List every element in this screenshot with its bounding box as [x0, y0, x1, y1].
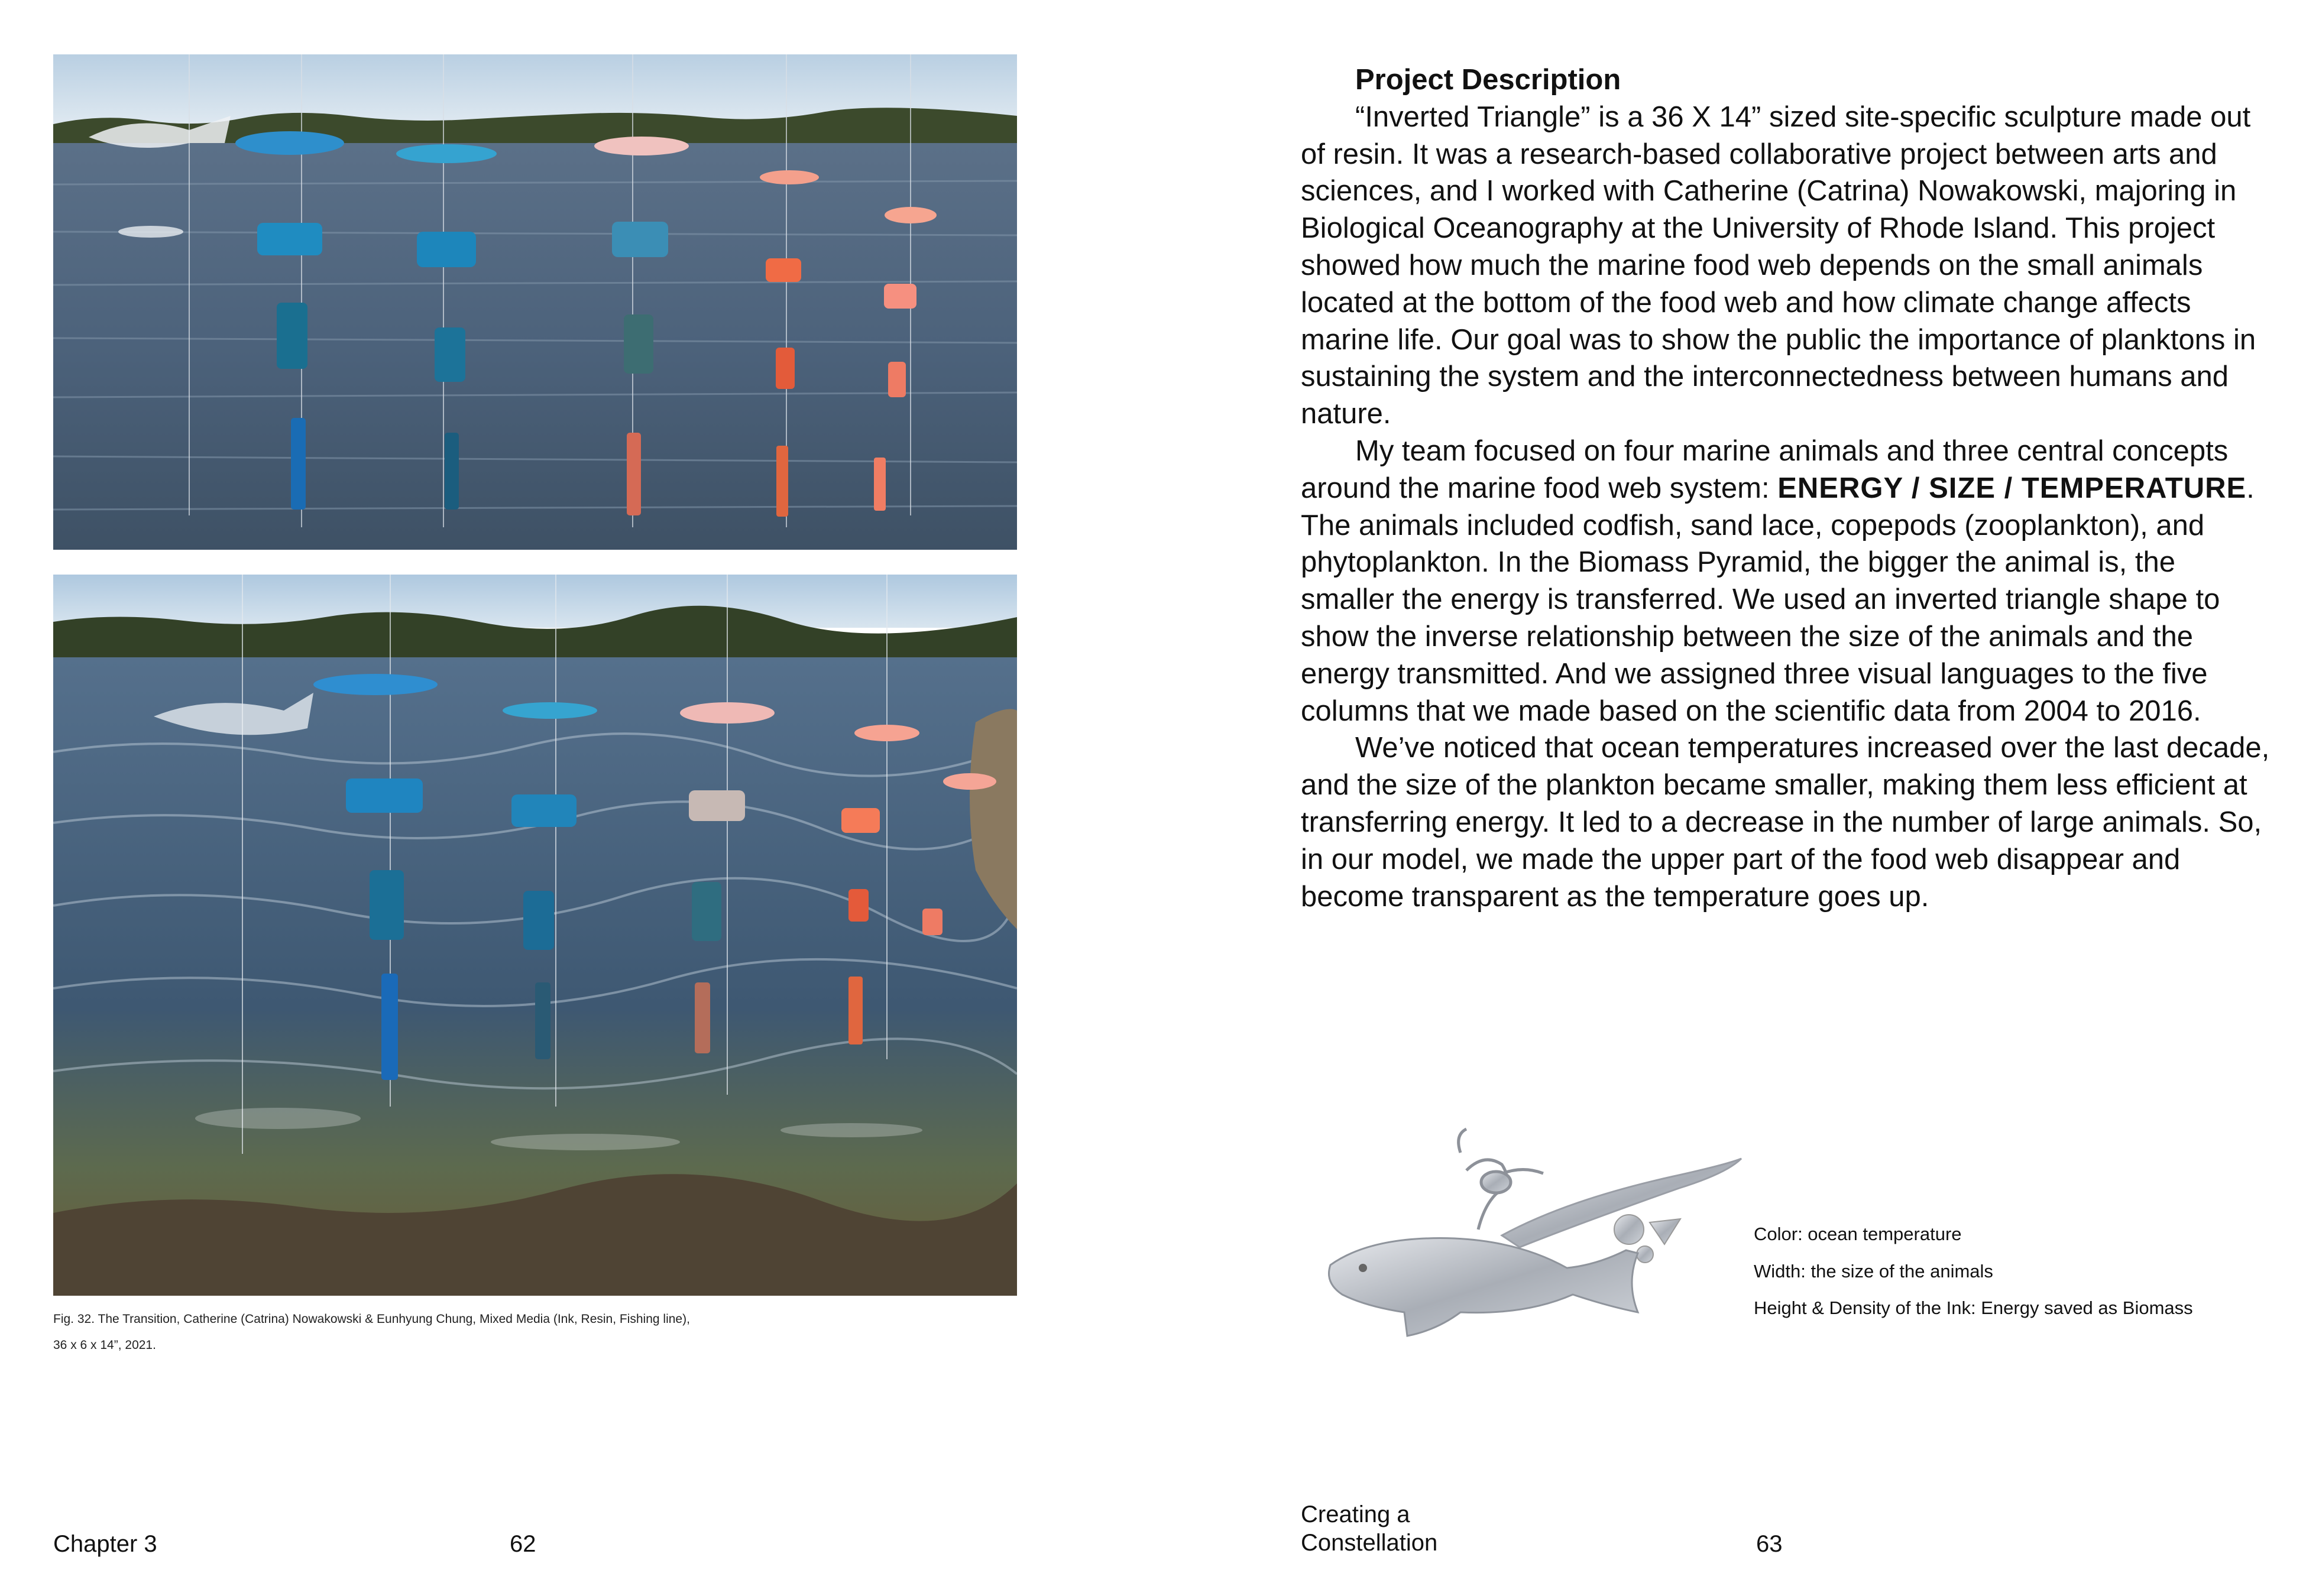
page-number-left: 62: [510, 1531, 536, 1557]
legend-item-width: Width: the size of the animals: [1754, 1260, 1993, 1282]
paragraph-2: [1301, 433, 2271, 729]
sculpture-photo-bottom: [53, 575, 1017, 1296]
marine-animals-illustration: [1319, 1117, 1750, 1377]
legend: [1754, 1216, 2193, 1327]
section-folio: Creating a Constellation: [1301, 1501, 1438, 1556]
copepod-icon: [1459, 1129, 1543, 1230]
figure-caption: Fig. 32. The Transition, Catherine (Catrina) Nowakowski & Eunhyung Chung, Mixed Media (Ink, Resin, Fishing line), 36 x 6 x 14”, 2021.: [53, 1312, 690, 1352]
sculpture-photo-top: [53, 54, 1017, 550]
paragraph-2-end: . The animals included codfish, sand lace, copepods (zooplankton), and phytoplankton. In the Biomass Pyramid, the bigger the animal is, the smaller the energy is transferred. We used an inverted triangle shape to show the inverse relationship between the size of the animals and the energy transmitted. And we assigned three visual languages to the five columns that we made based on the scientific data from 2004 to 2016.: [1301, 472, 2255, 727]
section-heading: Project Description: [1355, 64, 1621, 96]
page-number-right: 63: [1756, 1531, 1783, 1557]
project-description: [1301, 61, 2271, 915]
chapter-folio: Chapter 3: [53, 1531, 157, 1557]
phytoplankton-triangle-icon: [1650, 1219, 1680, 1244]
paragraph-3: We’ve noticed that ocean temperatures increased over the last decade, and the size of the plankton became smaller, making them less efficient at transferring energy. It led to a decrease in the number of large animals. So, in our model, we made the upper part of the food web disappear and become transparent as the temperature goes up.: [1301, 732, 2270, 913]
paragraph-2-start: My team focused on four marine animals and three central concepts around the marine food web system:: [1301, 434, 2229, 504]
phytoplankton-circle-icon: [1614, 1215, 1644, 1244]
codfish-icon: [1329, 1238, 1638, 1336]
paragraph-1: “Inverted Triangle” is a 36 X 14” sized site-specific sculpture made out of resin. It was a research-based collaborative project between arts and sciences, and I worked with Catherine (Catrina) Nowakowski, majoring in Biological Oceanography at the University of Rhode Island. This project showed how much the marine food web depends on the small animals located at the bottom of the food web and how climate change affects marine life. Our goal was to show the public the importance of planktons in sustaining the system and the interconnectedness between humans and nature.: [1301, 100, 2256, 430]
concepts-emphasis: ENERGY / SIZE / TEMPERATURE: [1777, 472, 2247, 504]
legend-item-color: Color: ocean temperature: [1754, 1224, 1962, 1244]
legend-item-height: Height & Density of the Ink: Energy saved as Biomass: [1754, 1297, 2193, 1318]
